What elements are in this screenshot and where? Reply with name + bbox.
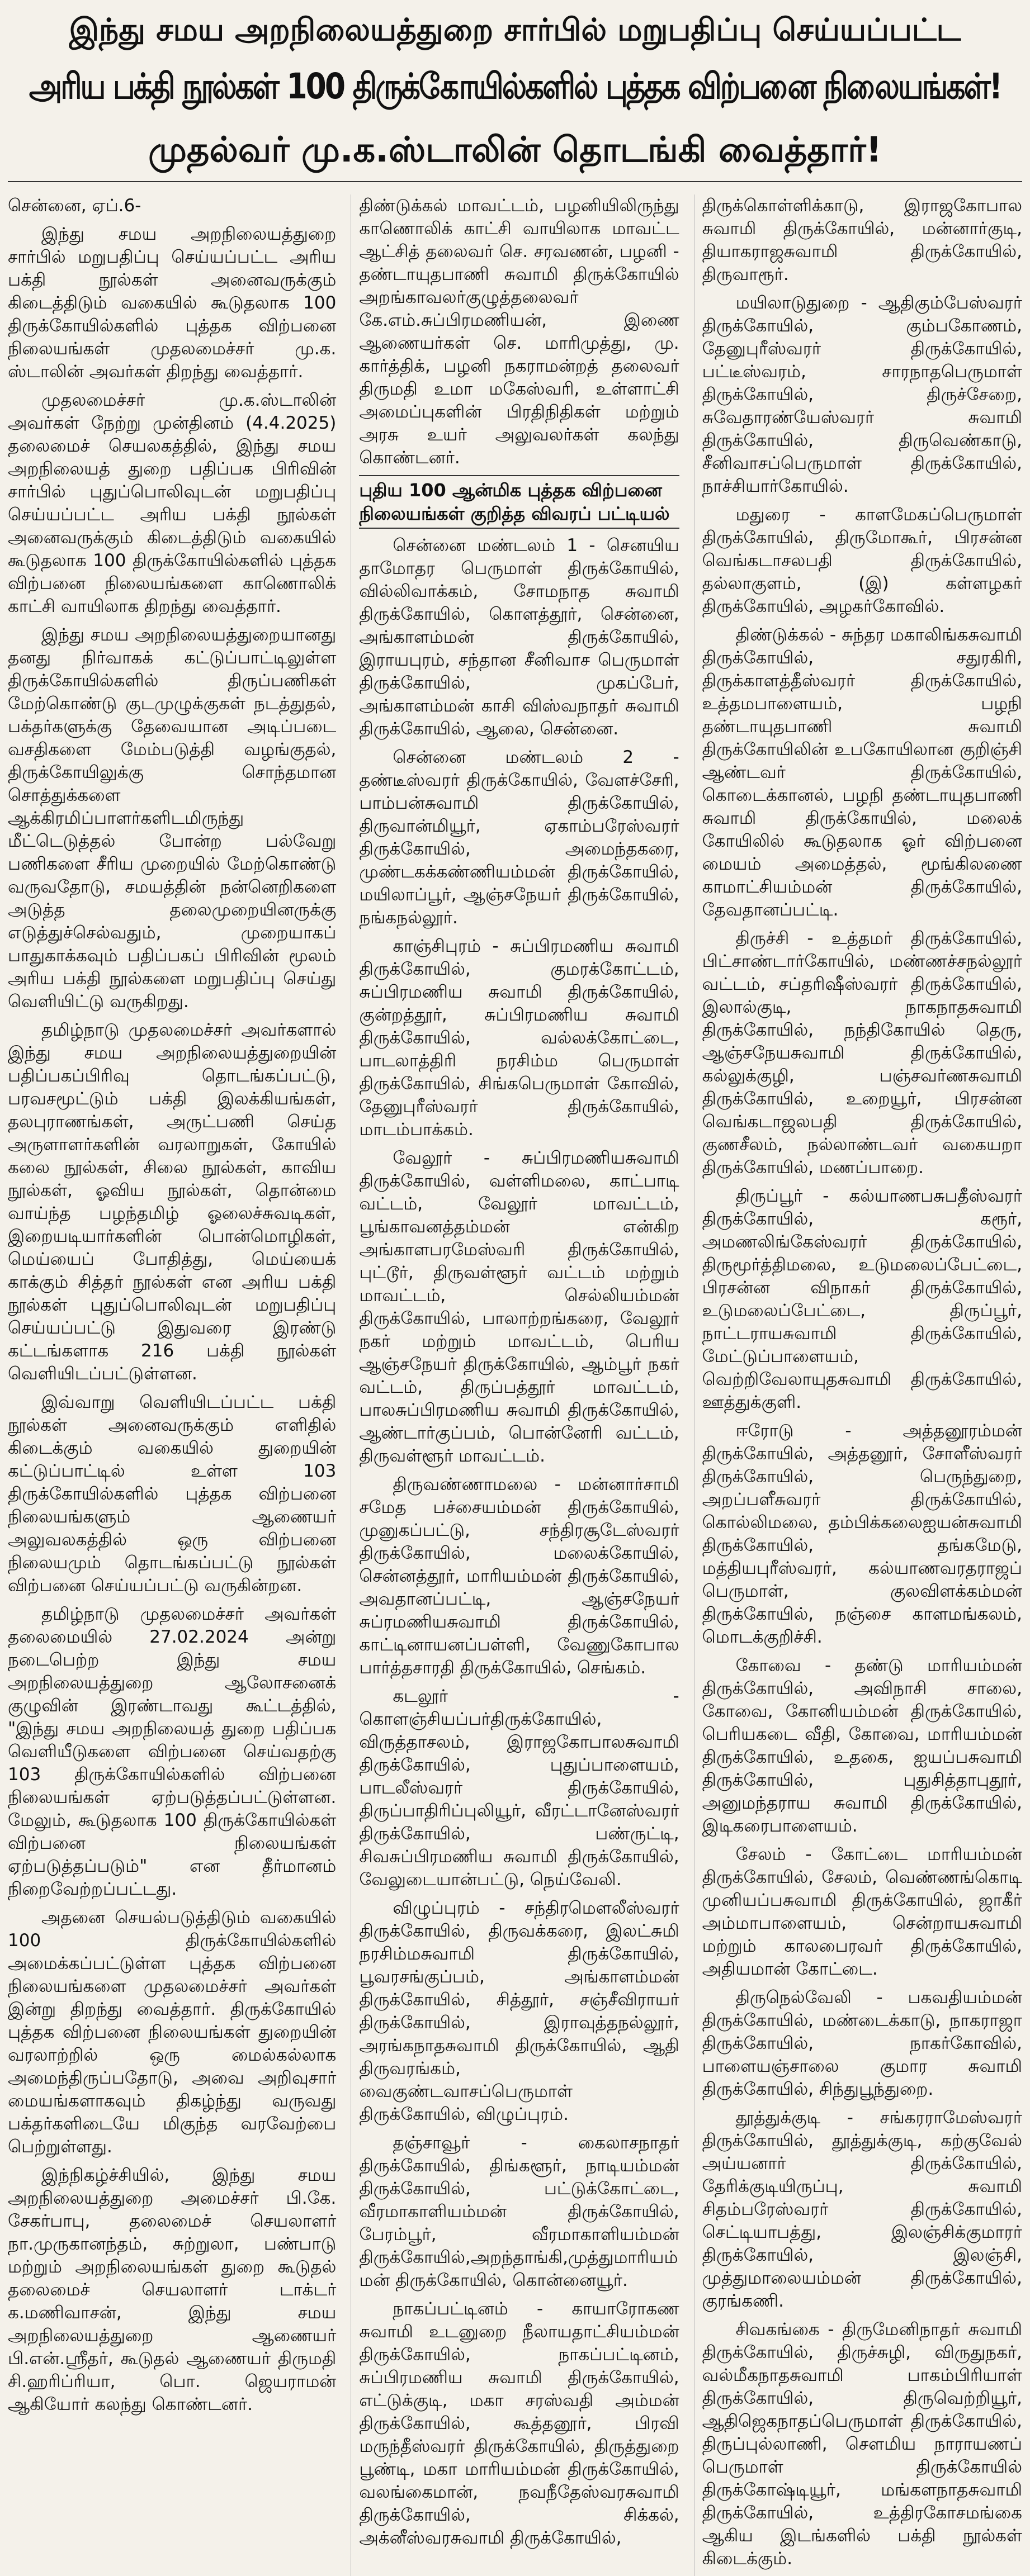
list-subheading: புதிய 100 ஆன்மிக புத்தக விற்பனை நிலையங்கள் குறித்த விவரப் பட்டியல் xyxy=(359,475,679,529)
paragraph: திருவண்ணாமலை - மன்னார்சாமி சமேத பச்சையம்மன் திருக்கோயில், முனுகப்பட்டு, சந்திரசூடேஸ்வரர் திருக்கோயில், மலைக்கோயில், சென்னத்தூர், மாரியம்மன் திருக்கோயில், அவதானப்பட்டி, ஆஞ்சநேயர் சுப்ரமணியசுவாமி திருக்கோயில், காட்டினாயனப்பள்ளி, வேணுகோபால பார்த்தசாரதி திருக்கோயில், செங்கம். xyxy=(359,1474,679,1678)
paragraph: தமிழ்நாடு முதலமைச்சர் அவர்களால் இந்து சமய அறநிலையத்துறையின் பதிப்பகப்பிரிவு தொடங்கப்பட்டு, பரவசமூட்டும் பக்தி இலக்கியங்கள், தலபுராணங்கள், அருட்பணி செய்த அருளாளர்களின் வரலாறுகள், கோயில் கலை நூல்கள், சிலை நூல்கள், காவிய நூல்கள், ஓவிய நூல்கள், தொன்மை வாய்ந்த பழந்தமிழ் ஓலைச்சுவடிகள், இறையடியார்களின் பொன்மொழிகள், மெய்யைப் போதித்து, மெய்யைக் காக்கும் சித்தர் நூல்கள் என அரிய பக்தி நூல்கள் புதுப்பொலிவுடன் மறுபதிப்பு செய்யப்பட்டு இதுவரை இரண்டு கட்டங்களாக 216 பக்தி நூல்கள் வெளியிடப்பட்டுள்ளன. xyxy=(8,1020,337,1384)
paragraph: விழுப்புரம் - சந்திரமௌலீஸ்வரர் திருக்கோயில், திருவக்கரை, இலட்சுமி நரசிம்மசுவாமி திருக்கோயில், பூவரசங்குப்பம், அங்காளம்மன் திருக்கோயில், சித்தூர், சஞ்சீவிராயர் திருக்கோயில், இராவுத்தநல்லூர், அரங்கநாதசுவாமி திருக்கோயில், ஆதி திருவரங்கம், வைகுண்டவாசப்பெருமாள் திருக்கோயில், விழுப்புரம். xyxy=(359,1898,679,2124)
paragraph: கடலூர் - கொளஞ்சியப்பர்திருக்கோயில், விருத்தாசலம், இராஜகோபாலசுவாமி திருக்கோயில், புதுப்பாளையம், பாடலீஸ்வரர் திருக்கோயில், திருப்பாதிரிப்புலியூர், வீரட்டானேஸ்வரர் திருக்கோயில், பண்ருட்டி, சிவசுப்பிரமணிய சுவாமி திருக்கோயில், வேலுடையான்பட்டு, நெய்வேலி. xyxy=(359,1686,679,1890)
paragraph: அதனை செயல்படுத்திடும் வகையில் 100 திருக்கோயில்களில் அமைக்கப்பட்டுள்ள புத்தக விற்பனை நிலையங்களை முதலமைச்சர் அவர்கள் இன்று திறந்து வைத்தார். திருக்கோயில் புத்தக விற்பனை நிலையங்கள் துறையின் வரலாற்றில் ஒரு மைல்கல்லாக அமைந்திருப்பதோடு, அவை அறிவுசார் மையங்களாகவும் திகழ்ந்து வருவது பக்தர்களிடையே மிகுந்த வரவேற்பை பெற்றுள்ளது. xyxy=(8,1908,337,2157)
paragraph: திருச்சி - உத்தமர் திருக்கோயில், பிட்சாண்டார்கோயில், மண்ணச்சநல்லூர் வட்டம், சப்தரிஷீஸ்வரர் திருக்கோயில், இலால்குடி, நாகநாதசுவாமி திருக்கோயில், நந்திகோயில் தெரு, ஆஞ்சநேயசுவாமி திருக்கோயில், கல்லுக்குழி, பஞ்சவர்ணசுவாமி திருக்கோயில், உறையூர், பிரசன்ன வெங்கடாஜலபதி திருக்கோயில், குணசீலம், நல்லாண்டவர் வகையறா திருக்கோயில், மணப்பாறை. xyxy=(702,928,1022,1178)
paragraph: இவ்வாறு வெளியிடப்பட்ட பக்தி நூல்கள் அனைவருக்கும் எளிதில் கிடைக்கும் வகையில் துறையின் கட்டுப்பாட்டில் உள்ள 103 திருக்கோயில்களில் புத்தக விற்பனை நிலையங்களும் ஆணையர் அலுவலகத்தில் ஒரு விற்பனை நிலையமும் தொடங்கப்பட்டு நூல்கள் விற்பனை செய்யப்பட்டு வருகின்றன. xyxy=(8,1392,337,1596)
paragraph: காஞ்சிபுரம் - சுப்பிரமணிய சுவாமி திருக்கோயில், குமரக்கோட்டம், சுப்பிரமணிய சுவாமி திருக்கோயில், குன்றத்தூர், சுப்பிரமணிய சுவாமி திருக்கோயில், வல்லக்கோட்டை, பாடலாத்திரி நரசிம்ம பெருமாள் திருக்கோயில், சிங்கபெருமாள் கோவில், தேனுபுரீஸ்வரர் திருக்கோயில், மாடம்பாக்கம். xyxy=(359,936,679,1140)
paragraph: திருநெல்வேலி - பகவதியம்மன் திருக்கோயில், மண்டைக்காடு, நாகராஜா திருக்கோயில், நாகர்கோவில், பாளையஞ்சாலை குமார சுவாமி திருக்கோயில், சிந்துபூந்துறை. xyxy=(702,1987,1022,2099)
headline-kicker: இந்து சமய அறநிலையத்துறை சார்பில் மறுபதிப்பு செய்யப்பட்ட xyxy=(69,12,961,48)
paragraph: சிவகங்கை - திருமேனிநாதர் சுவாமி திருக்கோயில், திருச்சுழி, விருதுநகர், வல்மீகநாதசுவாமி பாகம்பிரியாள் திருக்கோயில், திருவெற்றியூர், ஆதிஜெகநாதப்பெருமாள் திருக்கோயில், திருப்புல்லாணி, செளமிய நாராயணப் பெருமாள் திருக்கோயில் திருக்கோஷ்டியூர், மங்களநாதசுவாமி திருக்கோயில், உத்திரகோசமங்கை ஆகிய இடங்களில் பக்தி நூல்கள் கிடைக்கும். xyxy=(702,2319,1022,2569)
paragraph: சென்னை மண்டலம் 1 - செனயிய தாமோதர பெருமாள் திருக்கோயில், வில்லிவாக்கம், சோமநாத சுவாமி திருக்கோயில், கொளத்தூர், சென்னை, அங்காளம்மன் திருக்கோயில், இராயபுரம், சந்தான சீனிவாச பெருமாள் திருக்கோயில், முகப்பேர், அங்காளம்மன் காசி விஸ்வநாதர் சுவாமி திருக்கோயில், ஆலை, சென்னை. xyxy=(359,535,679,739)
paragraph: திருக்கொள்ளிக்காடு, இராஜகோபால சுவாமி திருக்கோயில், மன்னார்குடி, தியாகராஜசுவாமி திருக்கோயில், திருவாரூர். xyxy=(702,196,1022,284)
paragraph: கோவை - தண்டு மாரியம்மன் திருக்கோயில், அவிநாசி சாலை, கோவை, கோனியம்மன் திருக்கோயில், பெரியகடை வீதி, கோவை, மாரியம்மன் திருக்கோயில், உதகை, ஐயப்பசுவாமி திருக்கோயில், புதுசித்தாபுதூர், அனுமந்தராய சுவாமி திருக்கோயில், இடிகரைபாளையம். xyxy=(702,1655,1022,1836)
paragraph: தஞ்சாவூர் - கைலாசநாதர் திருக்கோயில், திங்களூர், நாடியம்மன் திருக்கோயில், பட்டுக்கோட்டை, வீரமாகாளியம்மன் திருக்கோயில், பேரம்பூர், வீரமாகாளியம்மன் திருக்கோயில்,அறந்தாங்கி,முத்துமாரியம்மன் திருக்கோயில், கொன்னையூர். xyxy=(359,2133,679,2290)
paragraph: சென்னை மண்டலம் 2 - தண்டீஸ்வரர் திருக்கோயில், வேளச்சேரி, பாம்பன்சுவாமி திருக்கோயில், திருவான்மியூர், ஏகாம்பரேஸ்வரர் திருக்கோயில், அமைந்தகரை, முண்டகக்கண்ணியம்மன் திருக்கோயில், மயிலாப்பூர், ஆஞ்சநேயர் திருக்கோயில், நங்கநல்லூர். xyxy=(359,747,679,928)
dateline: சென்னை, ஏப்.6- xyxy=(8,196,141,216)
headline-rule xyxy=(8,181,1022,182)
headline-sub: முதல்வர் மு.க.ஸ்டாலின் தொடங்கி வைத்தார்! xyxy=(148,129,882,170)
paragraph: நாகப்பட்டினம் - காயாரோகண சுவாமி உடனுறை நீலாயதாட்சியம்மன் திருக்கோயில், நாகப்பட்டினம், சுப்பிரமணிய சுவாமி திருக்கோயில், எட்டுக்குடி, மகா சரஸ்வதி அம்மன் திருக்கோயில், கூத்தனூர், பிரவி மருந்தீஸ்வரர் திருக்கோயில், திருத்துறை பூண்டி, மகா மாரியம்மன் திருக்கோயில், வலங்கைமான், நவநீதேஸ்வரசுவாமி திருக்கோயில், சிக்கல், அக்னீஸ்வரசுவாமி திருக்கோயில், xyxy=(359,2299,679,2548)
column-1 xyxy=(8,194,336,2576)
paragraph: வேலூர் - சுப்பிரமணியசுவாமி திருக்கோயில், வள்ளிமலை, காட்பாடி வட்டம், வேலூர் மாவட்டம், பூங்காவனத்தம்மன் என்கிற அங்காளபரமேஸ்வரி திருக்கோயில், புட்டூர், திருவள்ளூர் வட்டம் மற்றும் மாவட்டம், செல்லியம்மன் திருக்கோயில், பாலாற்றங்கரை, வேலூர் நகர் மற்றும் மாவட்டம், பெரிய ஆஞ்சநேயர் திருக்கோயில், ஆம்பூர் நகர் வட்டம், திருப்பத்தூர் மாவட்டம், பாலசுப்பிரமணிய சுவாமி திருக்கோயில், ஆண்டார்குப்பம், பொன்னேரி வட்டம், திருவள்ளூர் மாவட்டம். xyxy=(359,1148,679,1466)
paragraph: ஈரோடு - அத்தனூரம்மன் திருக்கோயில், அத்தனூர், சோளீஸ்வரர் திருக்கோயில், பெருந்துறை, அறப்பளீசுவரர் திருக்கோயில், கொல்லிமலை, தம்பிக்கலைஐயன்சுவாமி திருக்கோயில், தங்கமேடு, மத்தியபுரீஸ்வரர், கல்யாணவரதராஜப் பெருமாள், குலவிளக்கம்மன் திருக்கோயில், நஞ்சை காளமங்கலம், மொடக்குறிச்சி. xyxy=(702,1421,1022,1647)
column-2 xyxy=(351,194,679,2576)
paragraph: தமிழ்நாடு முதலமைச்சர் அவர்கள் தலைமையில் 27.02.2024 அன்று நடைபெற்ற இந்து சமய அறநிலையத்துறை ஆலோசனைக் குழுவின் இரண்டாவது கூட்டத்தில், "இந்து சமய அறநிலையத் துறை பதிப்பக வெளியீடுகளை விற்பனை செய்வதற்கு 103 திருக்கோயில்களில் விற்பனை நிலையங்கள் ஏற்படுத்தப்பட்டுள்ளன. மேலும், கூடுதலாக 100 திருக்கோயில்கள் விற்பனை நிலையங்கள் ஏற்படுத்தப்படும்" என தீர்மானம் நிறைவேற்றப்பட்டது. xyxy=(8,1604,337,1899)
paragraph: மதுரை - காளமேகப்பெருமாள் திருக்கோயில், திருமோகூர், பிரசன்ன வெங்கடாசலபதி திருக்கோயில், தல்லாகுளம், (இ) கள்ளழகர் திருக்கோயில், அழகர்கோவில். xyxy=(702,505,1022,616)
article-columns xyxy=(8,194,1022,2569)
headline-main: அரிய பக்தி நூல்கள் 100 திருக்கோயில்களில் புத்தக விற்பனை நிலையங்கள்! xyxy=(29,65,1001,107)
paragraph: இந்து சமய அறநிலையத்துறை சார்பில் மறுபதிப்பு செய்யப்பட்ட அரிய பக்தி நூல்கள் அனைவருக்கும் கிடைத்திடும் வகையில் கூடுதலாக 100 திருக்கோயில்களில் புத்தக விற்பனை நிலையங்கள் முதலமைச்சர் மு.க. ஸ்டாலின் அவர்கள் திறந்து வைத்தார். xyxy=(8,224,337,382)
paragraph: இந்நிகழ்ச்சியில், இந்து சமய அறநிலையத்துறை அமைச்சர் பி.கே. சேகர்பாபு, தலைமைச் செயலாளர் நா.முருகானந்தம், சுற்றுலா, பண்பாடு மற்றும் அறநிலையங்கள் துறை கூடுதல் தலைமைச் செயலாளர் டாக்டர் க.மணிவாசன், இந்து சமய அறநிலையத்துறை ஆணையர் பி.என்.ஸ்ரீதர், கூடுதல் ஆணையர் திருமதி சி.ஹரிப்ரியா, பொ. ஜெயராமன் ஆகியோர் கலந்து கொண்டனர். xyxy=(8,2165,337,2414)
paragraph: முதலமைச்சர் மு.க.ஸ்டாலின் அவர்கள் நேற்று முன்தினம் (4.4.2025) தலைமைச் செயலகத்தில், இந்து சமய அறநிலையத் துறை பதிப்பக பிரிவின் சார்பில் புதுப்பொலிவுடன் மறுபதிப்பு செய்யப்பட்ட அரிய பக்தி நூல்கள் அனைவருக்கும் கிடைத்திடும் வகையில் கூடுதலாக 100 திருக்கோயில்களில் புத்தக விற்பனை நிலையங்களை காணொலிக் காட்சி வாயிலாக திறந்து வைத்தார். xyxy=(8,390,337,616)
paragraph: சேலம் - கோட்டை மாரியம்மன் திருக்கோயில், சேலம், வெண்ணங்கொடி முனியப்பசுவாமி திருக்கோயில், ஜாகீர் அம்மாபாளையம், சென்றாயசுவாமி மற்றும் காலபைரவர் திருக்கோயில், அதியமான் கோட்டை. xyxy=(702,1844,1022,1979)
paragraph: திண்டுக்கல் மாவட்டம், பழனியிலிருந்து காணொலிக் காட்சி வாயிலாக மாவட்ட ஆட்சித் தலைவர் செ. சரவணன், பழனி - தண்டாயுதபாணி சுவாமி திருக்கோயில் அறங்காவலர்குழுத்தலைவர் கே.எம்.சுப்பிரமணியன், இணை ஆணையர்கள் செ. மாரிமுத்து, மு. கார்த்திக், பழனி நகராமன்றத் தலைவர் திருமதி உமா மகேஸ்வரி, உள்ளாட்சி அமைப்புகளின் பிரதிநிதிகள் மற்றும் அரசு உயர் அலுவலர்கள் கலந்து கொண்டனர். xyxy=(359,196,679,468)
paragraph: தூத்துக்குடி - சங்கரராமேஸ்வரர் திருக்கோயில், தூத்துக்குடி, கற்குவேல் அய்யனார் திருக்கோயில், தேரிக்குடியிருப்பு, சுவாமி சிதம்பரேஸ்வரர் திருக்கோயில், செட்டியாபத்து, இலஞ்சிக்குமாரர் திருக்கோயில், இலஞ்சி, முத்துமாலையம்மன் திருக்கோயில், குரங்கணி. xyxy=(702,2108,1022,2311)
paragraph: திண்டுக்கல் - சுந்தர மகாலிங்கசுவாமி திருக்கோயில், சதுரகிரி, திருக்காளத்தீஸ்வரர் திருக்கோயில், உத்தமபாளையம், பழநி தண்டாயுதபாணி சுவாமி திருக்கோயிலின் உபகோயிலான குறிஞ்சி ஆண்டவர் திருக்கோயில், கொடைக்கானல், பழநி தண்டாயுதபாணி சுவாமி திருக்கோயில், மலைக் கோயிலில் கூடுதலாக ஓர் விற்பனை மையம் அமைத்தல், மூங்கிலணை காமாட்சியம்மன் திருக்கோயில், தேவதானப்பட்டி. xyxy=(702,625,1022,920)
paragraph: இந்து சமய அறநிலையத்துறையானது தனது நிர்வாகக் கட்டுப்பாட்டிலுள்ள திருக்கோயில்களில் திருப்பணிகள் மேற்கொண்டு குடமுழுக்குகள் நடத்துதல், பக்தர்களுக்கு தேவையான அடிப்படை வசதிகளை மேம்படுத்தி வழங்குதல், திருக்கோயிலுக்கு சொந்தமான சொத்துக்களை ஆக்கிரமிப்பாளர்களிடமிருந்து மீட்டெடுத்தல் போன்ற பல்வேறு பணிகளை சீரிய முறையில் மேற்கொண்டு வருவதோடு, சமயத்தின் நன்னெறிகளை அடுத்த தலைமுறையினருக்கு எடுத்துச்செல்வதும், முறையாகப் பாதுகாக்கவும் பதிப்பகப் பிரிவின் மூலம் அரிய பக்தி நூல்களை மறுபதிப்பு செய்து வெளியிட்டு வருகிறது. xyxy=(8,625,337,1012)
paragraph: திருப்பூர் - கல்யாணபசுபதீஸ்வரர் திருக்கோயில், கரூர், அமணலிங்கேஸ்வரர் திருக்கோயில், திருமூர்த்திமலை, உடுமலைப்பேட்டை, பிரசன்ன விநாகர் திருக்கோயில், உடுமலைப்பேட்டை, திருப்பூர், நாட்டராயசுவாமி திருக்கோயில், மேட்டுப்பாளையம், வெற்றிவேலாயுதசுவாமி திருக்கோயில், ஊத்துக்குளி. xyxy=(702,1186,1022,1412)
paragraph: மயிலாடுதுறை - ஆதிகும்பேஸ்வரர் திருக்கோயில், கும்பகோணம், தேனுபுரீஸ்வரர் திருக்கோயில், பட்டீஸ்வரம், சாரநாதபெருமாள் திருக்கோயில், திருச்சேறை, சுவேதாரண்யேஸ்வரர் சுவாமி திருக்கோயில், திருவெண்காடு, சீனிவாசப்பெருமாள் திருக்கோயில், நாச்சியார்கோயில். xyxy=(702,293,1022,496)
column-3 xyxy=(694,194,1022,2576)
